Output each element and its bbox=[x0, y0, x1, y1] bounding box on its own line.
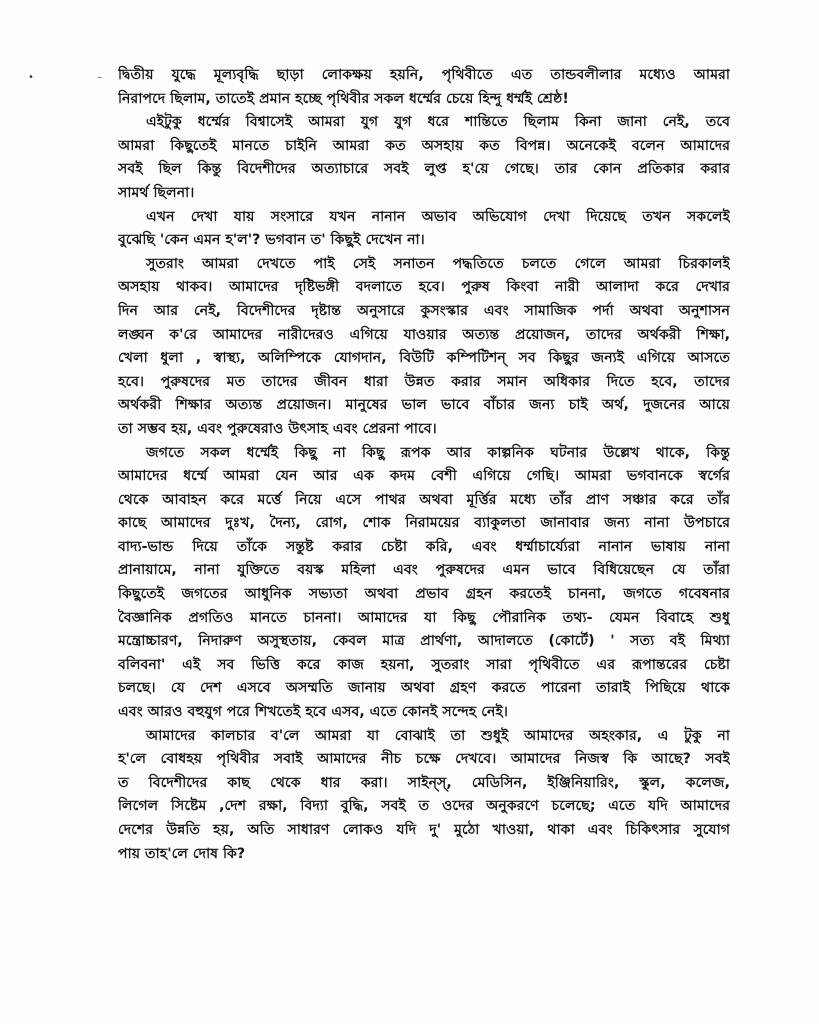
text-line: হ'লে বোধহয় পৃথিবীর সবাই আমাদের নীচ চক্ষে দেখবে। আমাদের নিজস্ব কি আছে? সবই bbox=[118, 751, 730, 768]
text-line: অর্থকরী শিক্ষার অত্যন্ত প্রয়োজন। মানুষের ভাল ভাবে বাঁচার জন্য চাই অর্থ, দুজনের আয়ে bbox=[118, 397, 730, 414]
text-line: লঙ্ঘন ক'রে আমাদের নারীদেরও এগিয়ে যাওয়ার অত্যন্ত প্রয়োজন, তাদের অর্থকরী শিক্ষা, bbox=[118, 326, 730, 343]
text-line: মন্ত্রোচ্চারণ, নিদারুণ অসুস্থতায়, কেবল মাত্র প্রার্থণা, আদালতে (কোর্টে) ' সত্য বই মিথ্যা bbox=[118, 633, 730, 650]
text-line: আমাদের কালচার ব'লে আমরা যা বোঝাই তা শুধুই আমাদের অহংকার, এ টুকু না bbox=[146, 727, 730, 744]
text-line: খেলা ধুলা , স্বাস্থ্য, অলিম্পিকে যোগদান, বিউটি কম্পিটিশন্ সব কিছুর জন্যই এগিয়ে আসতে bbox=[118, 350, 730, 367]
text-line: আমাদের ধর্ম্মে আমরা যেন আর এক কদম বেশী এগিয়ে গেছি। আমরা ভগবানকে স্বর্গের bbox=[118, 468, 730, 485]
text-line: প্রানায়ামে, নানা যুক্তিতে বয়স্ক মহিলা এবং পুরুষদের এমন ভাবে বিধিয়েছেন যে তাঁরা bbox=[118, 562, 730, 579]
text-line: দিন আর নেই, বিদেশীদের দৃষ্টান্ত অনুসারে কুসংস্কার এবং সামাজিক পর্দা অথবা অনুশাসন bbox=[118, 302, 730, 319]
text-line: সামর্থ ছিলনা। bbox=[118, 184, 195, 201]
text-line: বুঝেছি 'কেন এমন হ'ল'? ভগবান ত' কিছুই দেখেন না। bbox=[118, 232, 425, 249]
text-line: আমরা কিছুতেই মানতে চাইনি আমরা কত অসহায় কত বিপন্ন। অনেকেই বলেন আমাদের bbox=[118, 137, 730, 154]
text-line: পায় তাহ'লে দোষ কি? bbox=[118, 845, 246, 862]
text-line: এবং আরও বহুযুগ পরে শিখতেই হবে এসব, এতে কোনই সন্দেহ নেই। bbox=[118, 704, 508, 721]
text-line: থেকে আবাহন করে মর্ত্তে নিয়ে এসে পাথর অথবা মূর্ত্তির মধ্যে তাঁর প্রাণ সঞ্চার করে তাঁর bbox=[118, 491, 730, 508]
text-line: ত বিদেশীদের কাছ থেকে ধার করা। সাইন্স্, মেডিসিন, ইঞ্জিনিয়ারিং, স্কুল, কলেজ, bbox=[118, 774, 730, 791]
text-line: বাদ্য-ভান্ড দিয়ে তাঁকে সন্তুষ্ট করার চেষ্টা করি, এবং ধর্ম্মাচার্য্যেরা নানান ভাষায় নানা bbox=[118, 538, 730, 555]
text-line: সুতরাং আমরা দেখতে পাই সেই সনাতন পদ্ধতিতে চলতে গেলে আমরা চিরকালই bbox=[146, 255, 730, 272]
text-line: সবই ছিল কিন্তু বিদেশীদের অত্যাচারে সবই লুপ্ত হ'য়ে গেছে। তার কোন প্রতিকার করার bbox=[118, 161, 730, 178]
text-line: এখন দেখা যায় সংসারে যখন নানান অভাব অভিযোগ দেখা দিয়েছে তখন সকলেই bbox=[146, 208, 730, 225]
text-line: বৈজ্ঞানিক প্রগতিও মানতে চাননা। আমাদের যা কিছু পৌরানিক তথ্য- যেমন বিবাহে শুধু bbox=[118, 609, 730, 626]
text-line: দেশের উন্নতি হয়, অতি সাধারণ লোকও যদি দু' মুঠো খাওয়া, থাকা এবং চিকিৎসার সুযোগ bbox=[118, 822, 730, 838]
margin-marks: • – bbox=[28, 72, 133, 83]
text-line: হবে। পুরুষদের মত তাদের জীবন ধারা উন্নত করার সমান অধিকার দিতে হবে, তাদের bbox=[118, 373, 730, 390]
text-line: কিছুতেই জগতের আধুনিক সভ্যতা অথবা প্রভাব গ্রহন করতেই চাননা, জগতে গবেষনার bbox=[118, 586, 730, 603]
text-line: কাছে আমাদের দুঃখ, দৈন্য, রোগ, শোক নিরাময়ের ব্যাকুলতা জানাবার জন্য নানা উপচারে bbox=[118, 515, 730, 532]
text-line: জগতে সকল ধর্ম্মেই কিছু না কিছু রূপক আর কাল্পনিক ঘটনার উল্লেখ থাকে, কিন্তু bbox=[146, 444, 730, 461]
text-line: চলছে। যে দেশ এসবে অসম্মতি জানায় অথবা গ্রহণ করতে পারেনা তারাই পিছিয়ে থাকে bbox=[118, 680, 730, 697]
text-line: নিরাপদে ছিলাম, তাতেই প্রমান হচ্ছে পৃথিবীর সকল ধর্ম্মের চেয়ে হিন্দু ধর্ম্মই শ্রেষ্ঠ! bbox=[118, 90, 569, 107]
text-line: অসহায় থাকব। আমাদের দৃষ্টিভঙ্গী বদলাতে হবে। পুরুষ কিংবা নারী আলাদা করে দেখার bbox=[118, 279, 730, 296]
text-line: তা সম্ভব হয়, এবং পুরুষেরাও উৎসাহ এবং প্রেরনা পাবে। bbox=[118, 420, 437, 437]
text-line: লিগেল সিষ্টেম ,দেশ রক্ষা, বিদ্যা বুদ্ধি, সবই ত ওদের অনুকরণে চলেছে; এতে যদি আমাদের bbox=[118, 798, 730, 815]
text-line: এইটুকু ধর্ম্মের বিশ্বাসেই আমরা যুগ যুগ ধরে শান্তিতে ছিলাম কিনা জানা নেই, তবে bbox=[146, 114, 730, 131]
text-line: দ্বিতীয় যুদ্ধে মূল্যবৃদ্ধি ছাড়া লোকক্ষয় হয়নি, পৃথিবীতে এত তান্ডবলীলার মধ্যেও আমরা bbox=[118, 67, 730, 83]
body-text bbox=[118, 64, 730, 866]
text-line: বলিবনা' এই সব ভিত্তি করে কাজ হয়না, সুতরাং সারা পৃথিবীতে এর রূপান্তরের চেষ্টা bbox=[118, 656, 730, 673]
